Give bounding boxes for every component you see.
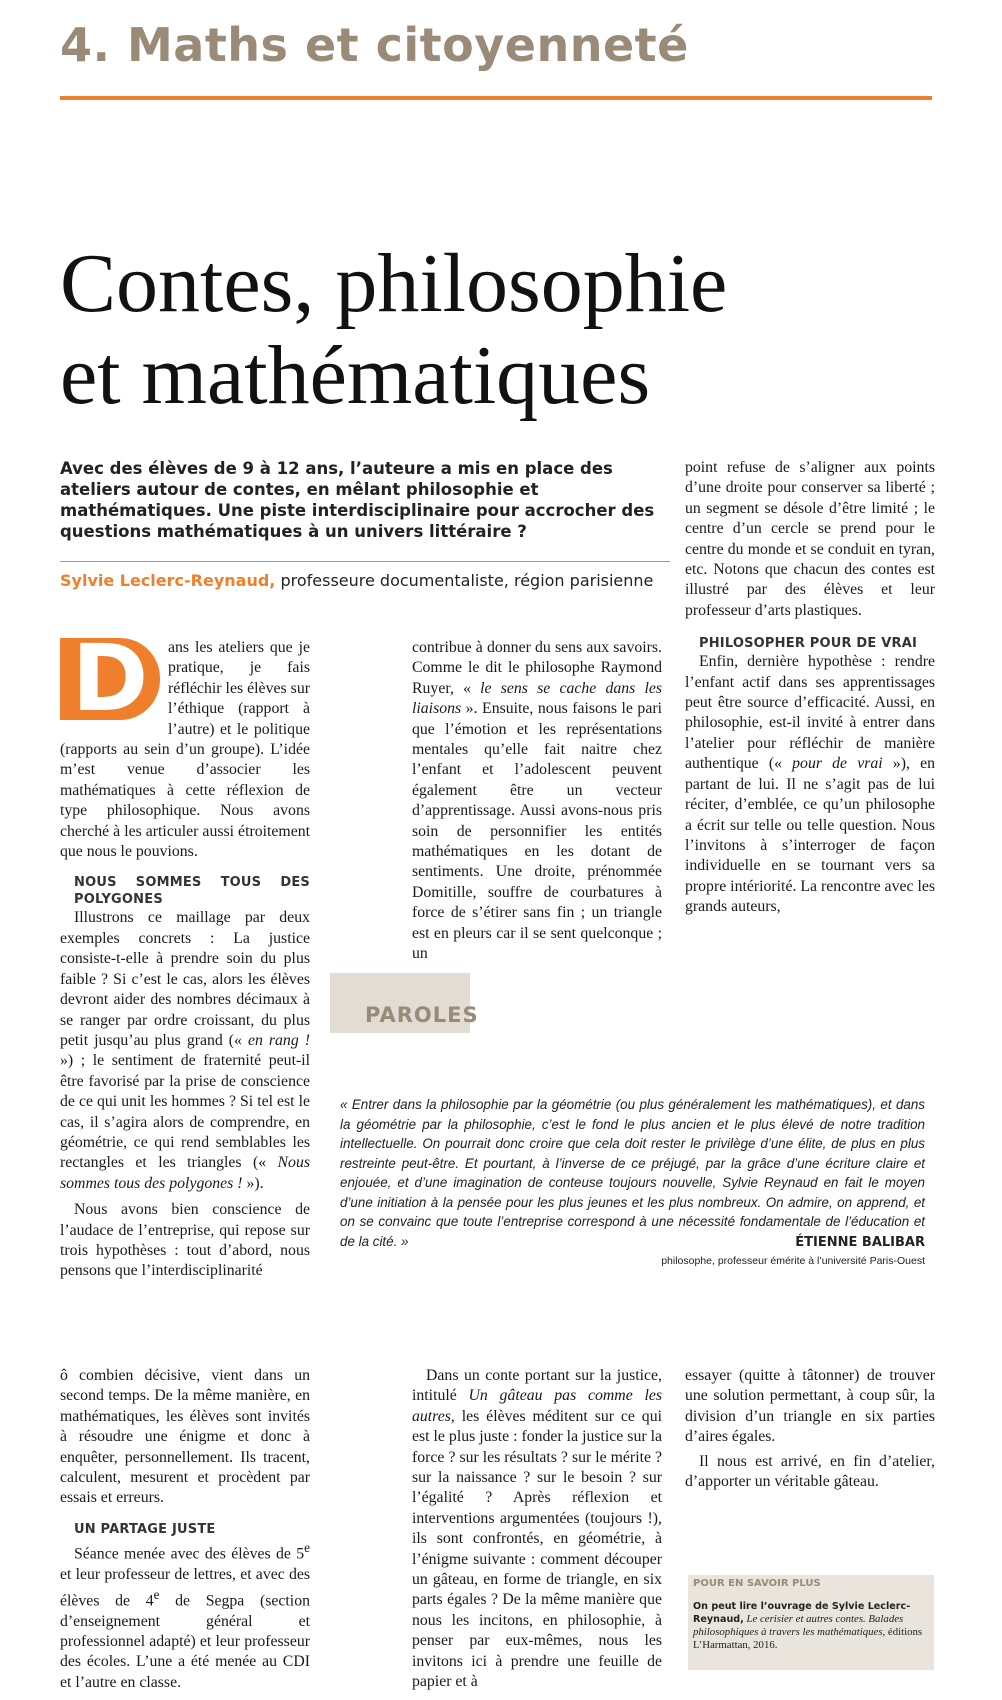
- text-run: Illustrons ce maillage par deux exemples concrets : La justice consiste-t-elle à prendre soin du plus faible ? Si c’est le cas, alors les élèves devront aider des nombres décimaux à se ranger par ordre croissant, du plus petit jusqu’au plus grand («: [60, 909, 310, 1049]
- byline-role: professeure documentaliste, région parisienne: [275, 571, 654, 590]
- quote-label: PAROLES: [365, 1003, 479, 1027]
- col1-paragraph-1: ans les ateliers que je pratique, je fais réfléchir les élèves sur l’éthique (rapport à l’autre) et le politique (rapports au sein d’un groupe). L’idée m’est venue d’associer les mathématiques à cette réflexion de type philosophique. Nous avons cherché à les articuler aussi étroitement que nous le pouvions.: [60, 639, 310, 861]
- title-line-1: Contes, philosophie: [60, 237, 728, 330]
- article-title: [60, 238, 940, 422]
- quote-author: ÉTIENNE BALIBAR: [795, 1235, 925, 1250]
- col1-paragraph-3: Nous avons bien conscience de l’audace de l’entreprise, qui repose sur trois hypothèses : tout d’abord, nous pensons que l’interdisciplinarité: [60, 1201, 310, 1280]
- italic-run: pour de vrai: [792, 755, 883, 773]
- col1-paragraph-2: [60, 908, 310, 1194]
- col5-paragraph-1: [412, 1366, 662, 1693]
- drop-cap: D: [60, 638, 160, 720]
- italic-run: en rang !: [247, 1031, 310, 1049]
- superscript: e: [304, 1539, 310, 1555]
- text-run: Enfin, dernière hypothèse : rendre l’enfant actif dans ses apprentissages peut être source d’efficacité. Aussi, en philosophie, est-il invité à entrer dans l’atelier pour réfléchir de manière authentique («: [685, 653, 935, 773]
- col4-paragraph-1: ô combien décisive, vient dans un second temps. De la même manière, en mathématiques, les élèves sont invités à résoudre une énigme et donc à enquêter, personnellement. Ils tracent, calculent, mesurent et procèdent par essais et erreurs.: [60, 1367, 310, 1507]
- text-run: ») ; le sentiment de fraternité peut-il être favorisé par la prise de conscience de ce qui unit les hommes ? Si tel est le cas, il s’agira alors de comprendre, en géométrie, ce qui rend semblables les rectangles et les triangles («: [60, 1052, 310, 1172]
- italic-run: Nous sommes tous des polygones !: [60, 1154, 310, 1192]
- col3-paragraph-1: point refuse de s’aligner aux points d’une droite pour conserver sa liberté ; un segment se désole d’être limité ; le centre d’un cercle se prend pour le centre du monde et se conduit en tyran, etc. Notons que chacun des contes est illustré par des élèves et leur professeur d’arts plastiques.: [685, 459, 935, 619]
- column-1: [60, 625, 310, 1282]
- standfirst: Avec des élèves de 9 à 12 ans, l’auteure a mis en place des ateliers autour de contes, en mêlant philosophie et mathématiques. Une piste interdisciplinaire pour accrocher des questions mathématiques à un univers littéraire ?: [60, 459, 655, 541]
- title-line-2: et mathématiques: [60, 329, 651, 422]
- text-run: et leur professeur de lettres, et avec des élèves de 4: [60, 1565, 310, 1610]
- byline-divider: [60, 561, 670, 562]
- byline: [60, 570, 670, 591]
- col6-paragraph-2: Il nous est arrivé, en fin d’atelier, d’apporter un véritable gâteau.: [685, 1452, 935, 1491]
- quote-text: « Entrer dans la philosophie par la géométrie (ou plus généralement les mathématiques), et dans la géométrie par la philosophie, c’est le fond le plus ancien et le plus élevé de notre tradition intellectuelle. On pourrait donc croire que cela doit rester le privilège d’une élite, de plus en plus restreinte peut-être. Et pourtant, à l’inverse de ce préjugé, par la grâce d’une écriture claire et enjouée, et d’une imagination de conteuse toujours nouvelle, Sylvie Reynaud en fait le moyen d’une initiation à la pensée pour les plus jeunes et les plus nombreux. On admire, on apprend, et on se convainc que toute l’entreprise correspond à une nécessité fondamentale de l’éducation et de la cité. »: [340, 1097, 925, 1249]
- column-5: [412, 1366, 662, 1693]
- section-title: 4. Maths et citoyenneté: [60, 18, 689, 72]
- bold-run: On peut lire l’ouvrage de Sylvie Leclerc-Reynaud,: [693, 1601, 911, 1625]
- subheading-philosopher: PHILOSOPHER POUR DE VRAI: [699, 636, 917, 652]
- text-run: »), en partant de lui. Il ne s’agit pas de lui réciter, d’emblée, ce qu’un philosophe a écrit sur telle ou telle question. Nous l’invitons à s’interroger de façon individuelle en se tournant vers sa propre intériorité. La rencontre avec les grands auteurs,: [685, 755, 935, 916]
- subheading-partage: UN PARTAGE JUSTE: [74, 1521, 216, 1537]
- text-run: , les élèves méditent sur ce qui est le plus juste : fonder la justice sur la force ? sur les résultats ? sur le mérite ? sur la naissance ? sur le besoin ? sur l’égalité ? Après réflexion et interventions argumentées (toujours !), ils sont confrontés, en géométrie, à l’énigme suivante : comment découper un gâteau, en forme de triangle, en six parts égales ? De la même manière que nous les incitons, en philosophie, à penser par eux-mêmes, nous les invitons ici à prendre une feuille de papier et à: [412, 1407, 662, 1691]
- quote-author-role: philosophe, professeur émérite à l’université Paris-Ouest: [661, 1255, 925, 1267]
- subheading-polygones: NOUS SOMMES TOUS DES POLYGONES: [74, 875, 310, 908]
- text-run: éditions L’Harmattan, 2016.: [693, 1626, 923, 1651]
- italic-run: Un gâteau pas comme les autres: [412, 1387, 663, 1425]
- text-run: Séance menée avec des élèves de 5: [74, 1545, 305, 1563]
- italic-run: le sens se cache dans les liaisons: [412, 679, 663, 718]
- column-2: [412, 638, 662, 965]
- text-run: ». Ensuite, nous faisons le pari que l’émotion et les représentations mentales qu’elle fait naitre chez l’enfant et l’adolescent peuvent également être un vecteur d’apprentissage. Aussi avons-nous pris soin de personnifier les entités mathématiques en les dotant de sentiments. Une droite, prénommée Domitille, souffre de courbatures à force de s’étirer sans fin ; un triangle est en pleurs car il se sent quelconque ; un: [412, 700, 662, 963]
- col6-paragraph-1: essayer (quitte à tâtonner) de trouver une solution permettant, à coup sûr, la division d’un triangle en six parties d’aires égales.: [685, 1367, 935, 1446]
- col3-paragraph-2: [685, 652, 935, 917]
- column-3: [685, 458, 935, 918]
- byline-author: Sylvie Leclerc-Reynaud,: [60, 571, 276, 590]
- column-4: [60, 1366, 310, 1693]
- col2-paragraph-1: [412, 638, 662, 965]
- superscript: e: [153, 1586, 160, 1602]
- italic-run: Le cerisier et autres contes. Balades philosophiques à travers les mathématiques,: [693, 1613, 904, 1638]
- text-run: de Segpa (section d’enseignement général et professionnel adapté) et leur professeur des écoles. L’une a été menée au CDI et l’autre en classe.: [60, 1592, 310, 1691]
- text-run: »).: [242, 1174, 264, 1192]
- further-reading-title: POUR EN SAVOIR PLUS: [693, 1578, 821, 1589]
- section-divider: [60, 96, 932, 100]
- column-6: [685, 1366, 935, 1492]
- col4-paragraph-2: [60, 1538, 310, 1693]
- text-run: contribue à donner du sens aux savoirs. Comme le dit le philosophe Raymond Ruyer, «: [412, 639, 662, 697]
- further-reading-text: [693, 1600, 927, 1652]
- text-run: Dans un conte portant sur la justice, intitulé: [412, 1367, 662, 1405]
